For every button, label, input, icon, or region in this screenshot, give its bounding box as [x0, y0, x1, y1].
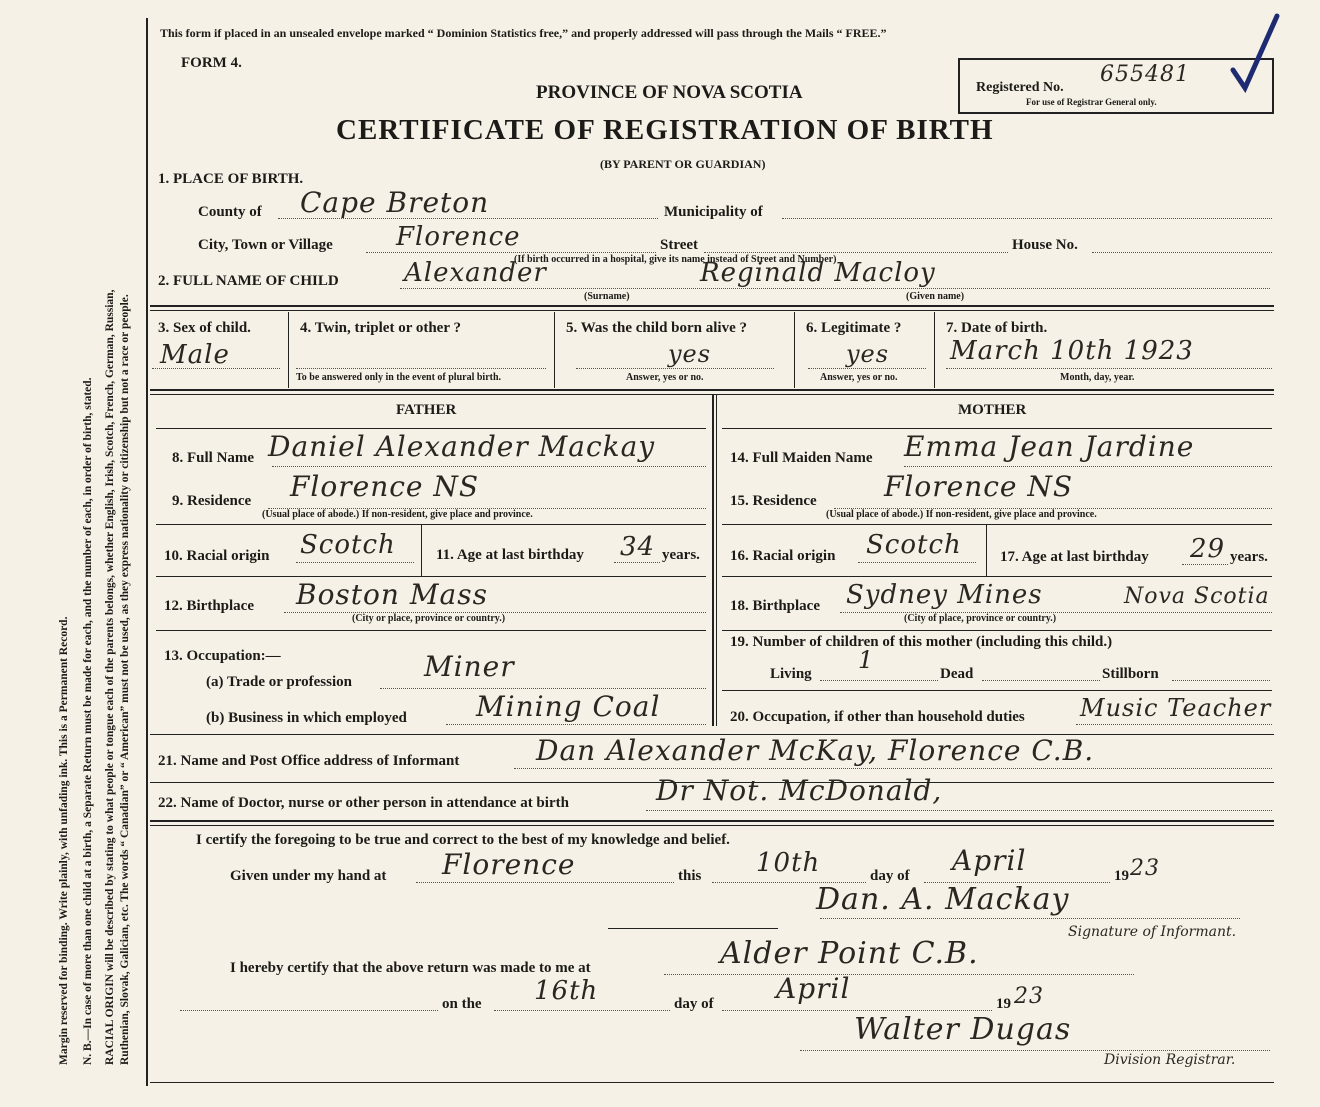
street-label: Street — [660, 237, 699, 253]
twin-note: To be answered only in the event of plural birth. — [296, 372, 502, 383]
certify-text: I certify the foregoing to be true and correct to the best of my knowledge and belief. — [196, 832, 730, 848]
certificate-subtitle: (BY PARENT OR GUARDIAN) — [600, 157, 766, 171]
registered-number: 655481 — [1100, 62, 1190, 87]
informant-signature-value: Dan. A. Mackay — [816, 882, 1070, 917]
registrar-place-value: Alder Point C.B. — [720, 936, 979, 971]
mother-heading: MOTHER — [958, 402, 1027, 418]
informant-signature-label: Signature of Informant. — [1068, 924, 1237, 940]
margin-note-binding: Margin reserved for binding. Write plainly, with unfading ink. This is a Permanent Record. — [58, 616, 70, 1065]
county-value: Cape Breton — [300, 186, 490, 219]
child-surname-value: Alexander — [404, 258, 547, 288]
sex-value: Male — [160, 340, 230, 370]
given-day-value: 10th — [756, 848, 821, 878]
registrar-signature-value: Walter Dugas — [854, 1012, 1072, 1047]
father-birthplace-note: (City or place, province or country.) — [352, 613, 506, 624]
mother-birthplace-label: 18. Birthplace — [730, 598, 820, 614]
stillborn-label: Stillborn — [1102, 666, 1159, 682]
mother-occupation-value: Music Teacher — [1080, 694, 1272, 722]
mother-birthplace-value: Sydney Mines — [846, 580, 1043, 610]
father-birthplace-label: 12. Birthplace — [164, 598, 254, 614]
business-label: (b) Business in which employed — [206, 710, 407, 726]
top-notice: This form if placed in an unsealed envelope marked “ Dominion Statistics free,” and properly addressed will pass through the Mails “ FREE.” — [160, 26, 887, 40]
registered-note: For use of Registrar General only. — [1026, 97, 1157, 107]
given-year-prefix: 19 — [1114, 868, 1129, 884]
margin-note-racial-2: Ruthenian, Slovak, Galician, etc. The words “ Canadian” or “ American” must not be used, as they express nationality or citizenship but not a race or people. — [119, 294, 131, 1065]
given-place-value: Florence — [442, 848, 576, 881]
registrar-day-value: 16th — [534, 976, 599, 1006]
checkmark-icon — [1225, 10, 1285, 95]
given-year-value: 23 — [1130, 856, 1160, 881]
registrar-certify-text: I hereby certify that the above return was made to me at — [230, 960, 591, 976]
dob-value: March 10th 1923 — [950, 336, 1194, 366]
legitimate-note: Answer, yes or no. — [820, 372, 898, 383]
trade-value: Miner — [424, 650, 515, 683]
father-name-label: 8. Full Name — [172, 450, 255, 466]
mother-residence-label: 15. Residence — [730, 493, 817, 509]
given-day-of-label: day of — [870, 868, 910, 884]
legitimate-label: 6. Legitimate ? — [806, 320, 902, 336]
municipality-label: Municipality of — [664, 204, 763, 220]
house-label: House No. — [1012, 237, 1078, 253]
mother-age-label: 17. Age at last birthday — [1000, 549, 1149, 565]
children-count-label: 19. Number of children of this mother (including this child.) — [730, 634, 1113, 650]
father-residence-note: (Usual place of abode.) If non-resident, give place and province. — [262, 509, 533, 520]
this-label: this — [678, 868, 702, 884]
child-name-label: 2. FULL NAME OF CHILD — [158, 273, 339, 289]
given-month-value: April — [952, 844, 1027, 877]
certificate-title: CERTIFICATE OF REGISTRATION OF BIRTH — [336, 114, 994, 146]
registrar-month-value: April — [776, 972, 851, 1005]
mother-age-suffix: years. — [1230, 549, 1268, 565]
dob-note: Month, day, year. — [1060, 372, 1135, 383]
father-birthplace-value: Boston Mass — [296, 578, 488, 611]
county-label: County of — [198, 204, 262, 220]
registered-label: Registered No. — [976, 80, 1064, 95]
mother-racial-label: 16. Racial origin — [730, 548, 836, 564]
margin-notes — [0, 0, 140, 1107]
father-residence-label: 9. Residence — [172, 493, 252, 509]
given-under-label: Given under my hand at — [230, 868, 387, 884]
mother-birthplace-value-2: Nova Scotia — [1124, 584, 1270, 609]
trade-label: (a) Trade or profession — [206, 674, 352, 690]
alive-label: 5. Was the child born alive ? — [566, 320, 747, 336]
father-racial-label: 10. Racial origin — [164, 548, 270, 564]
registrar-year-value: 23 — [1014, 984, 1044, 1009]
twin-label: 4. Twin, triplet or other ? — [300, 320, 461, 336]
living-value: 1 — [858, 646, 875, 674]
dead-label: Dead — [940, 666, 974, 682]
mother-birthplace-note: (City of place, province or country.) — [904, 613, 1057, 624]
legitimate-value: yes — [846, 340, 890, 368]
place-of-birth-heading: 1. PLACE OF BIRTH. — [158, 171, 304, 187]
registrar-year-prefix: 19 — [996, 996, 1011, 1012]
child-given-value: Reginald Macloy — [700, 258, 936, 288]
mother-residence-value: Florence NS — [884, 470, 1074, 503]
mother-occupation-label: 20. Occupation, if other than household duties — [730, 709, 1025, 725]
father-heading: FATHER — [396, 402, 457, 418]
surname-note: (Surname) — [584, 291, 630, 302]
father-residence-value: Florence NS — [290, 470, 480, 503]
mother-name-label: 14. Full Maiden Name — [730, 450, 873, 466]
city-label: City, Town or Village — [198, 237, 333, 253]
living-label: Living — [770, 666, 812, 682]
father-name-value: Daniel Alexander Mackay — [268, 430, 656, 463]
mother-name-value: Emma Jean Jardine — [904, 430, 1195, 463]
hospital-note: (If birth occurred in a hospital, give its name instead of Street and Number) — [514, 254, 837, 265]
doctor-label: 22. Name of Doctor, nurse or other person in attendance at birth — [158, 795, 569, 811]
father-age-label: 11. Age at last birthday — [436, 547, 584, 563]
business-value: Mining Coal — [476, 690, 661, 723]
margin-note-racial-1: RACIAL ORIGIN will be described by stating to what people or tongue each of the parents belongs, whether English, Irish, Scotch, French, German, Russian, — [104, 289, 116, 1065]
alive-value: yes — [668, 340, 712, 368]
mother-residence-note: (Usual place of abode.) If non-resident, give place and province. — [826, 509, 1097, 520]
province-heading: PROVINCE OF NOVA SCOTIA — [536, 82, 803, 103]
registrar-signature-label: Division Registrar. — [1104, 1052, 1236, 1068]
form-left-border — [146, 18, 148, 1086]
father-age-suffix: years. — [662, 547, 700, 563]
city-value: Florence — [396, 222, 521, 252]
informant-label: 21. Name and Post Office address of Informant — [158, 753, 460, 769]
mother-age-value: 29 — [1190, 534, 1226, 564]
dob-label: 7. Date of birth. — [946, 320, 1048, 336]
margin-note-nb: N. B.—In case of more than one child at a birth, a Separate Return must be made for each, and the number of each, in order of birth, stated. — [82, 377, 94, 1065]
father-racial-value: Scotch — [300, 530, 396, 560]
mother-racial-value: Scotch — [866, 530, 962, 560]
given-name-note: (Given name) — [906, 291, 965, 302]
form-number: FORM 4. — [181, 55, 242, 71]
doctor-value: Dr Not. McDonald, — [656, 774, 943, 807]
registrar-day-of-label: day of — [674, 996, 714, 1012]
father-age-value: 34 — [620, 532, 656, 562]
on-the-label: on the — [442, 996, 482, 1012]
father-occupation-label: 13. Occupation:— — [164, 648, 281, 664]
informant-value: Dan Alexander McKay, Florence C.B. — [536, 734, 1095, 767]
sex-label: 3. Sex of child. — [158, 320, 251, 336]
alive-note: Answer, yes or no. — [626, 372, 704, 383]
